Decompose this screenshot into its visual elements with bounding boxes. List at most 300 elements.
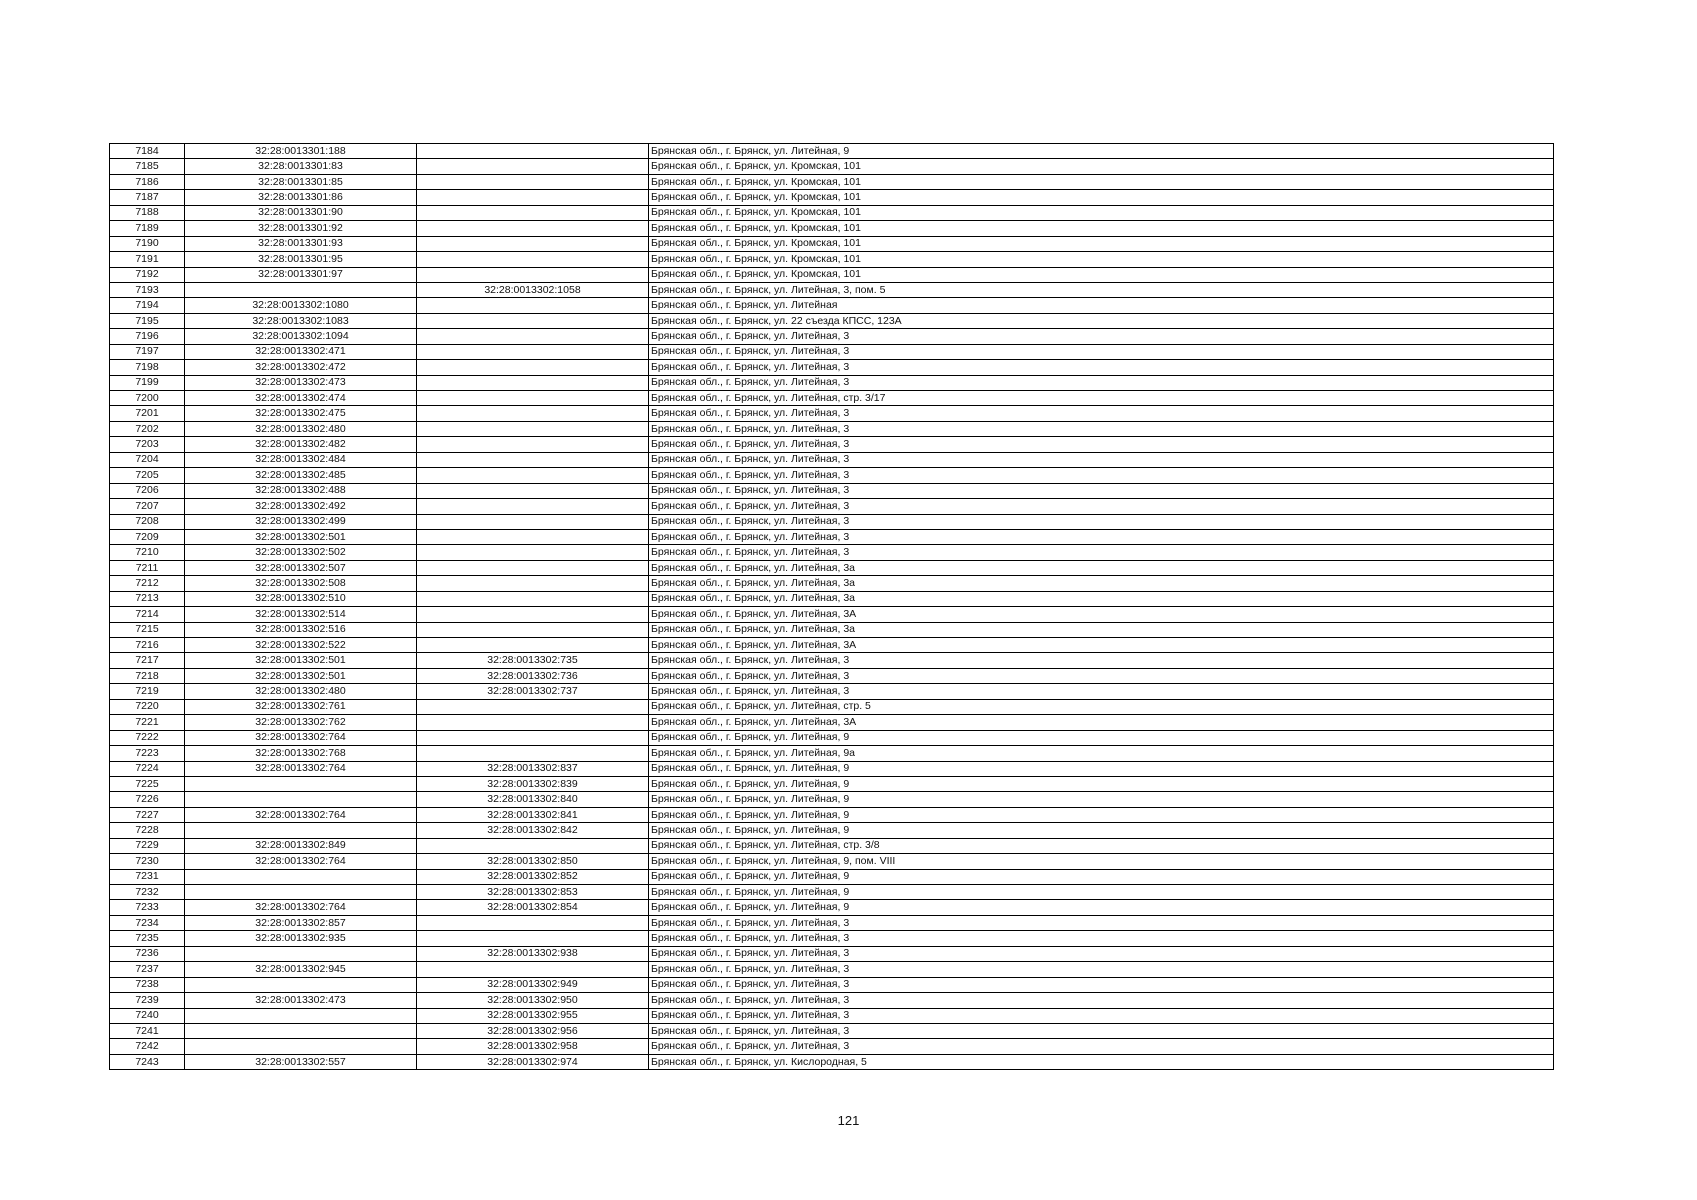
- parent-cadastral-number-cell: 32:28:0013302:1083: [185, 313, 417, 328]
- row-number-cell: 7203: [110, 437, 185, 452]
- parent-cadastral-number-cell: 32:28:0013301:93: [185, 236, 417, 251]
- parent-cadastral-number-cell: 32:28:0013302:849: [185, 838, 417, 853]
- address-cell: Брянская обл., г. Брянск, ул. Литейная, 9, пом. VIII: [649, 854, 1554, 869]
- cadastral-number-cell: [417, 421, 649, 436]
- cadastral-number-cell: [417, 190, 649, 205]
- parent-cadastral-number-cell: 32:28:0013302:501: [185, 653, 417, 668]
- row-number-cell: 7210: [110, 545, 185, 560]
- cadastral-number-cell: 32:28:0013302:1058: [417, 282, 649, 297]
- cadastral-number-cell: [417, 483, 649, 498]
- row-number-cell: 7241: [110, 1023, 185, 1038]
- table-row: [110, 792, 1554, 807]
- row-number-cell: 7228: [110, 823, 185, 838]
- table-row: [110, 977, 1554, 992]
- row-number-cell: 7233: [110, 900, 185, 915]
- cadastral-number-cell: 32:28:0013302:840: [417, 792, 649, 807]
- row-number-cell: 7242: [110, 1039, 185, 1054]
- parent-cadastral-number-cell: 32:28:0013302:764: [185, 807, 417, 822]
- table-row: [110, 437, 1554, 452]
- parent-cadastral-number-cell: 32:28:0013302:492: [185, 499, 417, 514]
- table-row: [110, 684, 1554, 699]
- address-cell: Брянская обл., г. Брянск, ул. Литейная, стр. 3/8: [649, 838, 1554, 853]
- address-cell: Брянская обл., г. Брянск, ул. Литейная, 9: [649, 792, 1554, 807]
- cadastral-number-cell: [417, 838, 649, 853]
- cadastral-number-cell: 32:28:0013302:852: [417, 869, 649, 884]
- cadastral-number-cell: [417, 931, 649, 946]
- table-row: [110, 730, 1554, 745]
- table-row: [110, 205, 1554, 220]
- address-cell: Брянская обл., г. Брянск, ул. Кромская, 101: [649, 221, 1554, 236]
- row-number-cell: 7192: [110, 267, 185, 282]
- cadastral-number-cell: 32:28:0013302:735: [417, 653, 649, 668]
- parent-cadastral-number-cell: 32:28:0013302:857: [185, 915, 417, 930]
- table-row: [110, 452, 1554, 467]
- table-row: [110, 1008, 1554, 1023]
- parent-cadastral-number-cell: 32:28:0013302:474: [185, 391, 417, 406]
- address-cell: Брянская обл., г. Брянск, ул. Литейная, 9: [649, 869, 1554, 884]
- parent-cadastral-number-cell: [185, 776, 417, 791]
- parent-cadastral-number-cell: [185, 869, 417, 884]
- cadastral-number-cell: [417, 746, 649, 761]
- cadastral-number-cell: [417, 329, 649, 344]
- table-row: [110, 159, 1554, 174]
- cadastral-number-cell: [417, 699, 649, 714]
- table-row: [110, 931, 1554, 946]
- cadastral-number-cell: 32:28:0013302:837: [417, 761, 649, 776]
- table-row: [110, 499, 1554, 514]
- parent-cadastral-number-cell: [185, 1039, 417, 1054]
- address-cell: Брянская обл., г. Брянск, ул. Литейная, 9: [649, 807, 1554, 822]
- table-row: [110, 421, 1554, 436]
- row-number-cell: 7207: [110, 499, 185, 514]
- address-cell: Брянская обл., г. Брянск, ул. Литейная, 3: [649, 375, 1554, 390]
- address-cell: Брянская обл., г. Брянск, ул. Литейная, 3: [649, 668, 1554, 683]
- row-number-cell: 7221: [110, 715, 185, 730]
- row-number-cell: 7231: [110, 869, 185, 884]
- cadastral-number-cell: 32:28:0013302:974: [417, 1054, 649, 1069]
- row-number-cell: 7199: [110, 375, 185, 390]
- parent-cadastral-number-cell: 32:28:0013302:510: [185, 591, 417, 606]
- row-number-cell: 7237: [110, 962, 185, 977]
- row-number-cell: 7229: [110, 838, 185, 853]
- parent-cadastral-number-cell: 32:28:0013302:499: [185, 514, 417, 529]
- parent-cadastral-number-cell: 32:28:0013302:480: [185, 421, 417, 436]
- parent-cadastral-number-cell: 32:28:0013302:762: [185, 715, 417, 730]
- table-row: [110, 746, 1554, 761]
- cadastral-number-cell: [417, 545, 649, 560]
- parent-cadastral-number-cell: 32:28:0013302:764: [185, 730, 417, 745]
- table-row: [110, 144, 1554, 159]
- cadastral-number-cell: [417, 406, 649, 421]
- table-row: [110, 406, 1554, 421]
- table-row: [110, 298, 1554, 313]
- table-row: [110, 622, 1554, 637]
- row-number-cell: 7218: [110, 668, 185, 683]
- address-cell: Брянская обл., г. Брянск, ул. Литейная, 3: [649, 483, 1554, 498]
- parent-cadastral-number-cell: [185, 1023, 417, 1038]
- cadastral-number-cell: [417, 622, 649, 637]
- address-cell: Брянская обл., г. Брянск, ул. Литейная, 9: [649, 144, 1554, 159]
- address-cell: Брянская обл., г. Брянск, ул. Литейная, 3: [649, 514, 1554, 529]
- parent-cadastral-number-cell: 32:28:0013302:764: [185, 900, 417, 915]
- parent-cadastral-number-cell: 32:28:0013302:471: [185, 344, 417, 359]
- address-cell: Брянская обл., г. Брянск, ул. Литейная, 9: [649, 761, 1554, 776]
- cadastral-number-cell: [417, 344, 649, 359]
- address-cell: Брянская обл., г. Брянск, ул. Литейная, 3: [649, 931, 1554, 946]
- parent-cadastral-number-cell: 32:28:0013302:508: [185, 576, 417, 591]
- cadastral-number-cell: 32:28:0013302:842: [417, 823, 649, 838]
- parent-cadastral-number-cell: 32:28:0013302:522: [185, 638, 417, 653]
- parent-cadastral-number-cell: 32:28:0013302:507: [185, 560, 417, 575]
- address-cell: Брянская обл., г. Брянск, ул. Литейная, 3: [649, 962, 1554, 977]
- address-cell: Брянская обл., г. Брянск, ул. Литейная, 3: [649, 329, 1554, 344]
- parent-cadastral-number-cell: 32:28:0013302:482: [185, 437, 417, 452]
- address-cell: Брянская обл., г. Брянск, ул. Литейная, 9: [649, 900, 1554, 915]
- table-row: [110, 607, 1554, 622]
- address-cell: Брянская обл., г. Брянск, ул. Литейная, 9: [649, 885, 1554, 900]
- address-cell: Брянская обл., г. Брянск, ул. Литейная, 3: [649, 977, 1554, 992]
- cadastral-number-cell: [417, 514, 649, 529]
- cadastral-number-cell: [417, 560, 649, 575]
- row-number-cell: 7195: [110, 313, 185, 328]
- address-cell: Брянская обл., г. Брянск, ул. Кромская, 101: [649, 236, 1554, 251]
- row-number-cell: 7224: [110, 761, 185, 776]
- parent-cadastral-number-cell: [185, 977, 417, 992]
- parent-cadastral-number-cell: 32:28:0013302:502: [185, 545, 417, 560]
- table-row: [110, 715, 1554, 730]
- row-number-cell: 7215: [110, 622, 185, 637]
- table-row: [110, 1054, 1554, 1069]
- cadastral-number-cell: [417, 638, 649, 653]
- parent-cadastral-number-cell: 32:28:0013301:97: [185, 267, 417, 282]
- parent-cadastral-number-cell: 32:28:0013301:86: [185, 190, 417, 205]
- row-number-cell: 7236: [110, 946, 185, 961]
- table-row: [110, 221, 1554, 236]
- address-cell: Брянская обл., г. Брянск, ул. Литейная, 3: [649, 653, 1554, 668]
- table-row: [110, 869, 1554, 884]
- parent-cadastral-number-cell: 32:28:0013301:90: [185, 205, 417, 220]
- parent-cadastral-number-cell: 32:28:0013302:935: [185, 931, 417, 946]
- address-cell: Брянская обл., г. Брянск, ул. Кромская, 101: [649, 159, 1554, 174]
- row-number-cell: 7206: [110, 483, 185, 498]
- cadastral-number-cell: 32:28:0013302:736: [417, 668, 649, 683]
- parent-cadastral-number-cell: 32:28:0013302:475: [185, 406, 417, 421]
- row-number-cell: 7185: [110, 159, 185, 174]
- table-row: [110, 946, 1554, 961]
- address-cell: Брянская обл., г. Брянск, ул. Кромская, 101: [649, 205, 1554, 220]
- table-row: [110, 545, 1554, 560]
- cadastral-number-cell: [417, 576, 649, 591]
- address-cell: Брянская обл., г. Брянск, ул. Литейная, 3: [649, 468, 1554, 483]
- row-number-cell: 7196: [110, 329, 185, 344]
- table-row: [110, 174, 1554, 189]
- address-cell: Брянская обл., г. Брянск, ул. Литейная, 3: [649, 437, 1554, 452]
- table-row: [110, 313, 1554, 328]
- row-number-cell: 7212: [110, 576, 185, 591]
- parent-cadastral-number-cell: 32:28:0013302:473: [185, 993, 417, 1008]
- parent-cadastral-number-cell: 32:28:0013302:484: [185, 452, 417, 467]
- table-row: [110, 252, 1554, 267]
- table-row: [110, 236, 1554, 251]
- parent-cadastral-number-cell: 32:28:0013301:95: [185, 252, 417, 267]
- row-number-cell: 7189: [110, 221, 185, 236]
- cadastral-number-cell: 32:28:0013302:950: [417, 993, 649, 1008]
- cadastral-number-cell: [417, 437, 649, 452]
- row-number-cell: 7205: [110, 468, 185, 483]
- table-row: [110, 993, 1554, 1008]
- table-row: [110, 699, 1554, 714]
- cadastral-number-cell: [417, 252, 649, 267]
- cadastral-number-cell: 32:28:0013302:938: [417, 946, 649, 961]
- address-cell: Брянская обл., г. Брянск, ул. Литейная, стр. 5: [649, 699, 1554, 714]
- table-row: [110, 668, 1554, 683]
- parent-cadastral-number-cell: 32:28:0013301:85: [185, 174, 417, 189]
- address-cell: Брянская обл., г. Брянск, ул. Литейная, 3А: [649, 715, 1554, 730]
- table-row: [110, 344, 1554, 359]
- row-number-cell: 7188: [110, 205, 185, 220]
- table-row: [110, 1039, 1554, 1054]
- row-number-cell: 7238: [110, 977, 185, 992]
- parent-cadastral-number-cell: [185, 885, 417, 900]
- parent-cadastral-number-cell: 32:28:0013302:472: [185, 360, 417, 375]
- address-cell: Брянская обл., г. Брянск, ул. Кромская, 101: [649, 174, 1554, 189]
- cadastral-number-cell: 32:28:0013302:854: [417, 900, 649, 915]
- address-cell: Брянская обл., г. Брянск, ул. Кромская, 101: [649, 190, 1554, 205]
- table-row: [110, 962, 1554, 977]
- address-cell: Брянская обл., г. Брянск, ул. Кромская, 101: [649, 267, 1554, 282]
- table-row: [110, 823, 1554, 838]
- table-row: [110, 854, 1554, 869]
- row-number-cell: 7223: [110, 746, 185, 761]
- parent-cadastral-number-cell: [185, 1008, 417, 1023]
- cadastral-number-cell: 32:28:0013302:956: [417, 1023, 649, 1038]
- parent-cadastral-number-cell: 32:28:0013302:1080: [185, 298, 417, 313]
- cadastral-number-cell: [417, 360, 649, 375]
- row-number-cell: 7209: [110, 529, 185, 544]
- table-row: [110, 761, 1554, 776]
- address-cell: Брянская обл., г. Брянск, ул. Литейная, 3: [649, 499, 1554, 514]
- cadastral-number-cell: [417, 607, 649, 622]
- row-number-cell: 7211: [110, 560, 185, 575]
- row-number-cell: 7230: [110, 854, 185, 869]
- table-row: [110, 468, 1554, 483]
- address-cell: Брянская обл., г. Брянск, ул. Литейная, 3а: [649, 576, 1554, 591]
- table-row: [110, 360, 1554, 375]
- address-cell: Брянская обл., г. Брянск, ул. Литейная, 3А: [649, 638, 1554, 653]
- address-cell: Брянская обл., г. Брянск, ул. Литейная, стр. 3/17: [649, 391, 1554, 406]
- row-number-cell: 7226: [110, 792, 185, 807]
- row-number-cell: 7219: [110, 684, 185, 699]
- table-row: [110, 900, 1554, 915]
- cadastral-number-cell: 32:28:0013302:955: [417, 1008, 649, 1023]
- row-number-cell: 7235: [110, 931, 185, 946]
- address-cell: Брянская обл., г. Брянск, ул. Литейная, 9: [649, 776, 1554, 791]
- cadastral-number-cell: [417, 915, 649, 930]
- parent-cadastral-number-cell: 32:28:0013302:516: [185, 622, 417, 637]
- address-cell: Брянская обл., г. Брянск, ул. Литейная, 3: [649, 993, 1554, 1008]
- cadastral-number-cell: [417, 236, 649, 251]
- row-number-cell: 7202: [110, 421, 185, 436]
- address-cell: Брянская обл., г. Брянск, ул. Литейная, 3: [649, 344, 1554, 359]
- row-number-cell: 7193: [110, 282, 185, 297]
- table-row: [110, 653, 1554, 668]
- row-number-cell: 7200: [110, 391, 185, 406]
- table-row: [110, 529, 1554, 544]
- parent-cadastral-number-cell: 32:28:0013302:557: [185, 1054, 417, 1069]
- address-cell: Брянская обл., г. Брянск, ул. Литейная, 3: [649, 1039, 1554, 1054]
- cadastral-number-cell: [417, 144, 649, 159]
- address-cell: Брянская обл., г. Брянск, ул. Литейная, 3: [649, 529, 1554, 544]
- cadastral-number-cell: [417, 715, 649, 730]
- parent-cadastral-number-cell: 32:28:0013302:473: [185, 375, 417, 390]
- cadastral-number-cell: [417, 375, 649, 390]
- cadastral-number-cell: [417, 529, 649, 544]
- parent-cadastral-number-cell: 32:28:0013301:188: [185, 144, 417, 159]
- cadastral-number-cell: [417, 267, 649, 282]
- parent-cadastral-number-cell: 32:28:0013302:764: [185, 854, 417, 869]
- row-number-cell: 7239: [110, 993, 185, 1008]
- cadastral-number-cell: 32:28:0013302:949: [417, 977, 649, 992]
- parent-cadastral-number-cell: 32:28:0013302:514: [185, 607, 417, 622]
- table-row: [110, 838, 1554, 853]
- table-row: [110, 282, 1554, 297]
- row-number-cell: 7222: [110, 730, 185, 745]
- cadastral-number-cell: 32:28:0013302:839: [417, 776, 649, 791]
- parent-cadastral-number-cell: 32:28:0013302:485: [185, 468, 417, 483]
- parent-cadastral-number-cell: 32:28:0013302:761: [185, 699, 417, 714]
- table-row: [110, 885, 1554, 900]
- row-number-cell: 7232: [110, 885, 185, 900]
- cadastral-number-cell: [417, 159, 649, 174]
- parent-cadastral-number-cell: 32:28:0013302:488: [185, 483, 417, 498]
- cadastral-number-cell: [417, 391, 649, 406]
- cadastral-number-cell: [417, 221, 649, 236]
- parent-cadastral-number-cell: 32:28:0013302:480: [185, 684, 417, 699]
- table-row: [110, 807, 1554, 822]
- table-row: [110, 638, 1554, 653]
- table-row: [110, 483, 1554, 498]
- row-number-cell: 7186: [110, 174, 185, 189]
- row-number-cell: 7214: [110, 607, 185, 622]
- address-cell: Брянская обл., г. Брянск, ул. Литейная, 3: [649, 1008, 1554, 1023]
- cadastral-number-cell: [417, 205, 649, 220]
- address-cell: Брянская обл., г. Брянск, ул. Литейная, 3: [649, 946, 1554, 961]
- cadastral-number-cell: 32:28:0013302:853: [417, 885, 649, 900]
- cadastral-number-cell: [417, 730, 649, 745]
- row-number-cell: 7197: [110, 344, 185, 359]
- address-cell: Брянская обл., г. Брянск, ул. Литейная, 3А: [649, 607, 1554, 622]
- cadastral-number-cell: [417, 468, 649, 483]
- table-row: [110, 267, 1554, 282]
- parent-cadastral-number-cell: [185, 792, 417, 807]
- cadastral-number-cell: [417, 298, 649, 313]
- table-row: [110, 329, 1554, 344]
- parent-cadastral-number-cell: 32:28:0013301:92: [185, 221, 417, 236]
- row-number-cell: 7227: [110, 807, 185, 822]
- table-row: [110, 591, 1554, 606]
- parent-cadastral-number-cell: [185, 282, 417, 297]
- cadastral-number-cell: [417, 313, 649, 328]
- row-number-cell: 7216: [110, 638, 185, 653]
- row-number-cell: 7243: [110, 1054, 185, 1069]
- address-cell: Брянская обл., г. Брянск, ул. Литейная, 9: [649, 823, 1554, 838]
- address-cell: Брянская обл., г. Брянск, ул. Литейная, 3а: [649, 560, 1554, 575]
- cadastral-number-cell: [417, 962, 649, 977]
- table-body: [110, 144, 1554, 1070]
- address-cell: Брянская обл., г. Брянск, ул. Литейная, 3: [649, 545, 1554, 560]
- cadastral-number-cell: [417, 174, 649, 189]
- address-cell: Брянская обл., г. Брянск, ул. Литейная, 3: [649, 915, 1554, 930]
- parent-cadastral-number-cell: 32:28:0013302:501: [185, 668, 417, 683]
- table-row: [110, 776, 1554, 791]
- cadastral-number-cell: 32:28:0013302:737: [417, 684, 649, 699]
- table-row: [110, 915, 1554, 930]
- address-cell: Брянская обл., г. Брянск, ул. Литейная, 3: [649, 406, 1554, 421]
- address-cell: Брянская обл., г. Брянск, ул. Литейная: [649, 298, 1554, 313]
- row-number-cell: 7190: [110, 236, 185, 251]
- address-cell: Брянская обл., г. Брянск, ул. Кромская, 101: [649, 252, 1554, 267]
- cadastral-table: [109, 143, 1554, 1070]
- row-number-cell: 7194: [110, 298, 185, 313]
- row-number-cell: 7198: [110, 360, 185, 375]
- parent-cadastral-number-cell: 32:28:0013302:945: [185, 962, 417, 977]
- parent-cadastral-number-cell: 32:28:0013302:764: [185, 761, 417, 776]
- table-row: [110, 560, 1554, 575]
- row-number-cell: 7225: [110, 776, 185, 791]
- cadastral-number-cell: [417, 452, 649, 467]
- address-cell: Брянская обл., г. Брянск, ул. Литейная, 3: [649, 452, 1554, 467]
- table-row: [110, 1023, 1554, 1038]
- address-cell: Брянская обл., г. Брянск, ул. Литейная, 3: [649, 360, 1554, 375]
- parent-cadastral-number-cell: [185, 946, 417, 961]
- address-cell: Брянская обл., г. Брянск, ул. Литейная, 3а: [649, 622, 1554, 637]
- row-number-cell: 7234: [110, 915, 185, 930]
- row-number-cell: 7191: [110, 252, 185, 267]
- row-number-cell: 7240: [110, 1008, 185, 1023]
- address-cell: Брянская обл., г. Брянск, ул. Литейная, 9: [649, 730, 1554, 745]
- row-number-cell: 7204: [110, 452, 185, 467]
- parent-cadastral-number-cell: 32:28:0013301:83: [185, 159, 417, 174]
- row-number-cell: 7208: [110, 514, 185, 529]
- cadastral-number-cell: 32:28:0013302:958: [417, 1039, 649, 1054]
- cadastral-number-cell: [417, 591, 649, 606]
- address-cell: Брянская обл., г. Брянск, ул. Литейная, 3а: [649, 591, 1554, 606]
- address-cell: Брянская обл., г. Брянск, ул. Литейная, 9а: [649, 746, 1554, 761]
- address-cell: Брянская обл., г. Брянск, ул. Литейная, 3, пом. 5: [649, 282, 1554, 297]
- page-number: 121: [837, 1113, 860, 1128]
- row-number-cell: 7220: [110, 699, 185, 714]
- table-row: [110, 375, 1554, 390]
- parent-cadastral-number-cell: 32:28:0013302:1094: [185, 329, 417, 344]
- address-cell: Брянская обл., г. Брянск, ул. 22 съезда КПСС, 123А: [649, 313, 1554, 328]
- cadastral-number-cell: 32:28:0013302:850: [417, 854, 649, 869]
- table-row: [110, 391, 1554, 406]
- cadastral-number-cell: 32:28:0013302:841: [417, 807, 649, 822]
- row-number-cell: 7213: [110, 591, 185, 606]
- table-row: [110, 514, 1554, 529]
- parent-cadastral-number-cell: 32:28:0013302:768: [185, 746, 417, 761]
- row-number-cell: 7217: [110, 653, 185, 668]
- row-number-cell: 7201: [110, 406, 185, 421]
- address-cell: Брянская обл., г. Брянск, ул. Литейная, 3: [649, 421, 1554, 436]
- table-row: [110, 190, 1554, 205]
- row-number-cell: 7187: [110, 190, 185, 205]
- address-cell: Брянская обл., г. Брянск, ул. Литейная, 3: [649, 1023, 1554, 1038]
- address-cell: Брянская обл., г. Брянск, ул. Кислородная, 5: [649, 1054, 1554, 1069]
- cadastral-number-cell: [417, 499, 649, 514]
- table-row: [110, 576, 1554, 591]
- parent-cadastral-number-cell: [185, 823, 417, 838]
